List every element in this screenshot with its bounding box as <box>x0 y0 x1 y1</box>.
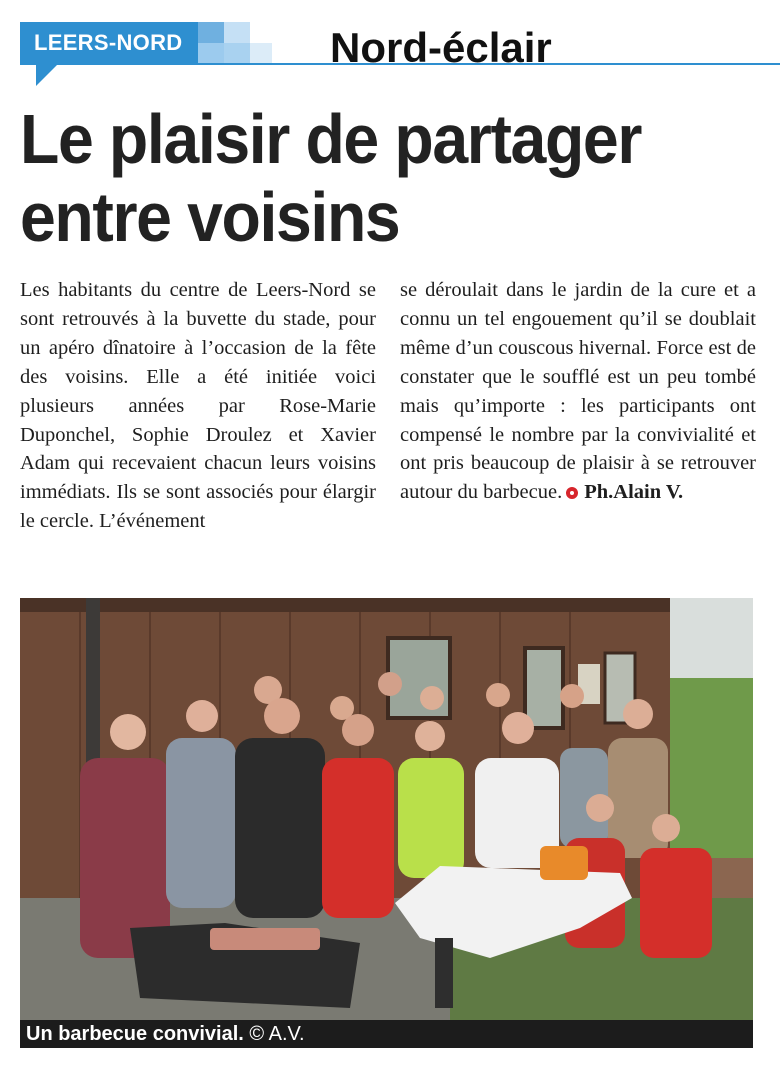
decorative-square <box>198 43 224 64</box>
section-tag-pointer <box>36 64 58 86</box>
article-text-right: se déroulait dans le jardin de la cure et a connu un tel engouement qu’il se doublait même d’un couscous hivernal. Force est de constater que le soufflé est un peu tombé mais qu’importe : les participants ont compensé le nombre par la convivialité et ont pris beaucoup de plaisir à se retrouver autour du barbecue. <box>400 279 756 504</box>
photo-caption-text: Un barbecue convivial. <box>26 1023 244 1045</box>
decorative-square <box>250 43 272 64</box>
article-photo <box>20 598 753 1020</box>
photo-byline: Ph.Alain V. <box>584 481 684 504</box>
article-column-left <box>20 276 376 536</box>
article-text-left: Les habitants du centre de Leers-Nord se sont retrouvés à la buvette du stade, pour un apéro dînatoire à l’occasion de la fête des voisins. Elle a été initiée voici plusieurs années par Rose-Marie Duponchel, Sophie Droulez et Xavier Adam qui recevaient chacun leurs voisins immédiats. Ils se sont associés pour élargir le cercle. L’événement <box>20 279 376 533</box>
headline-line-2: entre voisins <box>20 178 400 256</box>
byline-bullet-icon <box>566 487 578 499</box>
decorative-square <box>224 22 250 43</box>
headline <box>20 100 710 256</box>
headline-line-1: Le plaisir de partager <box>20 100 642 178</box>
newspaper-brand: Nord-éclair <box>330 24 552 71</box>
photo-credit: © A.V. <box>249 1023 305 1045</box>
decorative-square <box>198 22 224 43</box>
section-tag: LEERS-NORD <box>20 22 198 64</box>
decorative-square <box>224 43 250 64</box>
photo-caption <box>20 1020 753 1048</box>
article-column-right <box>400 276 756 507</box>
